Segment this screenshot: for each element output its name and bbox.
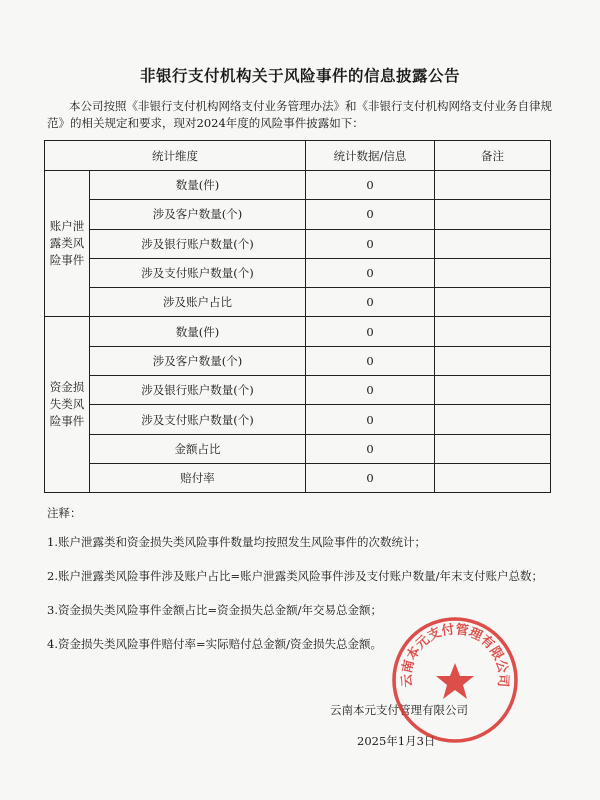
header-dimension: 统计维度 — [45, 141, 306, 171]
header-remark: 备注 — [435, 141, 551, 171]
note-item: 3.资金损失类风险事件金额占比=资金损失总金额/年交易总金额； — [47, 603, 382, 617]
note-cell — [435, 434, 551, 463]
value-cell: 0 — [306, 288, 435, 317]
risk-statistics-table — [44, 140, 551, 493]
table-row — [45, 288, 551, 317]
value-cell: 0 — [306, 376, 435, 405]
metric-cell: 数量(件) — [90, 171, 306, 200]
note-cell — [435, 405, 551, 434]
notes-label: 注释： — [47, 506, 82, 520]
value-cell: 0 — [306, 463, 435, 492]
note-cell — [435, 200, 551, 229]
value-cell: 0 — [306, 258, 435, 287]
metric-cell: 赔付率 — [90, 463, 306, 492]
note-item: 4.资金损失类风险事件赔付率=实际赔付总金额/资金损失总金额。 — [47, 637, 382, 651]
metric-cell: 涉及银行账户数量(个) — [90, 376, 306, 405]
signature-organization: 云南本元支付管理有限公司 — [330, 703, 468, 717]
value-cell: 0 — [306, 434, 435, 463]
note-item: 1.账户泄露类和资金损失类风险事件数量均按照发生风险事件的次数统计； — [47, 535, 426, 549]
metric-cell: 涉及支付账户数量(个) — [90, 405, 306, 434]
document-title: 非银行支付机构关于风险事件的信息披露公告 — [139, 66, 460, 85]
note-cell — [435, 171, 551, 200]
value-cell: 0 — [306, 346, 435, 375]
table-row — [45, 434, 551, 463]
table-row — [45, 171, 551, 200]
value-cell: 0 — [306, 229, 435, 258]
note-cell — [435, 317, 551, 346]
note-cell — [435, 346, 551, 375]
table-row — [45, 405, 551, 434]
value-cell: 0 — [306, 405, 435, 434]
note-cell — [435, 258, 551, 287]
table-row — [45, 229, 551, 258]
company-seal-icon — [390, 615, 520, 745]
metric-cell: 涉及客户数量(个) — [90, 200, 306, 229]
metric-cell: 涉及客户数量(个) — [90, 346, 306, 375]
note-cell — [435, 376, 551, 405]
table-row — [45, 200, 551, 229]
group-label: 账户泄露类风险事件 — [45, 171, 90, 317]
table-row — [45, 346, 551, 375]
value-cell: 0 — [306, 200, 435, 229]
metric-cell: 数量(件) — [90, 317, 306, 346]
note-cell — [435, 463, 551, 492]
group-label: 资金损失类风险事件 — [45, 317, 90, 493]
metric-cell: 涉及银行账户数量(个) — [90, 229, 306, 258]
table-row — [45, 317, 551, 346]
note-cell — [435, 229, 551, 258]
intro-paragraph: 本公司按照《非银行支付机构网络支付业务管理办法》和《非银行支付机构网络支付业务自律规范》的相关规定和要求，现对2024年度的风险事件披露如下： — [47, 99, 552, 130]
header-data: 统计数据/信息 — [306, 141, 435, 171]
value-cell: 0 — [306, 171, 435, 200]
table-row — [45, 258, 551, 287]
signature-date: 2025年1月3日 — [357, 734, 436, 748]
metric-cell: 涉及支付账户数量(个) — [90, 258, 306, 287]
note-item: 2.账户泄露类风险事件涉及账户占比=账户泄露类风险事件涉及支付账户数量/年末支付账户总数； — [47, 569, 543, 583]
table-row — [45, 463, 551, 492]
svg-text:云南本元支付管理有限公司: 云南本元支付管理有限公司 — [399, 622, 511, 688]
table-header-row — [45, 141, 551, 171]
metric-cell: 金额占比 — [90, 434, 306, 463]
table-row — [45, 376, 551, 405]
note-cell — [435, 288, 551, 317]
value-cell: 0 — [306, 317, 435, 346]
metric-cell: 涉及账户占比 — [90, 288, 306, 317]
